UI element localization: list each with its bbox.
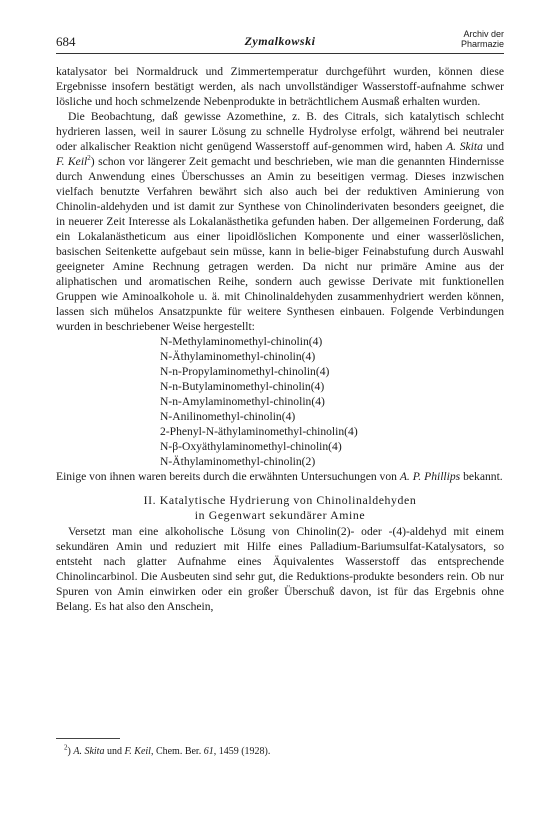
page-number: 684: [56, 34, 76, 49]
paragraph-3: [56, 469, 504, 484]
footnote-marker: 2: [64, 743, 68, 752]
section-heading: [56, 493, 504, 523]
footnote-und: und: [104, 746, 125, 757]
author-keil: F. Keil: [56, 155, 88, 168]
paragraph-2-und: und: [482, 140, 504, 153]
header-rule: [56, 53, 504, 54]
compound-item: N-Äthylaminomethyl-chinolin(4): [160, 350, 316, 363]
footnote-pages: , 1459 (1928).: [213, 746, 271, 757]
paragraph-2-text-a: Die Beobachtung, daß gewisse Azomethine, z. B. des Citrals, sich katalytisch schlecht hydrieren lassen, weil in saurer Lösung zu schnelle Hydrolyse erfolgt, während bei neutraler oder alkalischer Reaktion nicht genügend Wasserstoff auf-genommen wird, haben: [56, 110, 504, 153]
footnote-volume: 61: [203, 746, 214, 757]
compound-item: 2-Phenyl-N-äthylaminomethyl-chinolin(4): [160, 425, 358, 438]
page-header: [56, 29, 504, 52]
section-heading-line-2: in Gegenwart sekundärer Amine: [194, 508, 366, 522]
footnote-ref[interactable]: 2: [87, 154, 91, 163]
footnote-citation: , Chem. Ber.: [150, 746, 204, 757]
paragraph-2-text-b: ) schon vor längerer Zeit gemacht und beschrieben, wie man die genannten Hindernisse durch Anwendung eines Überschusses an Amin zu beseitigen vermag. Dieses inzwischen vielfach benutzte Verfahren bewährt sich also auch bei der reduktiven Aminierung von Chinolin-aldehyden und ist damit zur Synthese von Chinolinderivaten besonders geeignet, die in neuerer Zeit Interesse als Lokalanästhetika gefunden haben. Der allgemeinen Forderung, daß ein Lokalanästheticum aus einer lipoidlöslichen Komponente und einer wasserlöslichen, basischen Seitenkette aufgebaut sein müsse, kann in belie-biger Feinabstufung durch Auswahl geeigneter Amine Rechnung getragen werden. Da nicht nur primäre Amine aus der aliphatischen und aromatischen Reihe, sondern auch gewisse Derivate mit funktionellen Gruppen wie Aminoalkohole u. ä. mit Chinolinaldehyden zusammenhydriert werden können, lassen sich mühelos Ansatzpunkte für weitere Synthesen einbauen. Folgende Verbindungen wurden in beschriebener Weise hergestellt:: [56, 155, 504, 333]
journal-line-2: Pharmazie: [460, 39, 504, 49]
compound-item: N-Methylaminomethyl-chinolin(4): [160, 335, 323, 348]
compound-item: N-n-Butylaminomethyl-chinolin(4): [160, 380, 325, 393]
footnote: $^2$) A. Skita und F. Keil, Chem. Ber. 61, 1459 (1928).: [64, 743, 271, 757]
main-text: [56, 64, 504, 614]
paragraph-3-text-b: bekannt.: [460, 470, 503, 483]
journal-name: [461, 29, 504, 49]
author-skita: A. Skita: [446, 140, 483, 153]
author-phillips: A. P. Phillips: [399, 470, 461, 483]
footnote-author-a: A. Skita: [73, 746, 105, 757]
compound-item: N-Äthylaminomethyl-chinolin(2): [160, 455, 316, 468]
paragraph-2: [56, 109, 504, 334]
compound-item: N-β-Oxyäthylaminomethyl-chinolin(4): [160, 440, 342, 453]
compound-item: N-Anilinomethyl-chinolin(4): [160, 410, 296, 423]
running-title: Zymalkowski: [244, 34, 316, 48]
compound-item: N-n-Amylaminomethyl-chinolin(4): [160, 395, 325, 408]
paragraph-1: katalysator bei Normaldruck und Zimmertemperatur durchgeführt wurden, können diese Ergebnisse insofern bestätigt werden, als nach unvollständiger Wasserstoff-aufnahme schwer lösliche und hoch schmelzende Nebenprodukte in beträchtlichem Ausmaß erhalten wurden.: [56, 65, 504, 108]
footnote-author-b: F. Keil: [124, 746, 151, 757]
compound-item: N-n-Propylaminomethyl-chinolin(4): [160, 365, 330, 378]
footnote-rule: [56, 738, 120, 739]
paragraph-4: Versetzt man eine alkoholische Lösung von Chinolin(2)- oder -(4)-aldehyd mit einem sekundären Amin und reduziert mit Hilfe eines Palladium-Bariumsulfat-Katalysators, so entsteht nach glatter Aufnahme eines Äquivalentes Wasserstoff das entsprechende Chinolincarbinol. Die Ausbeuten sind sehr gut, die Reduktions-produkte besonders rein. Ob nur Spuren von Amin einwirken oder ein großer Überschuß davon, ist für das Ergebnis ohne Belang. Es hat also den Anschein,: [56, 525, 504, 613]
paragraph-3-text-a: Einige von ihnen waren bereits durch die erwähnten Untersuchungen von: [56, 470, 400, 483]
compound-list: [160, 334, 504, 469]
section-heading-line-1: II. Katalytische Hydrierung von Chinolinaldehyden: [143, 493, 417, 507]
journal-line-1: Archiv der: [463, 29, 504, 39]
